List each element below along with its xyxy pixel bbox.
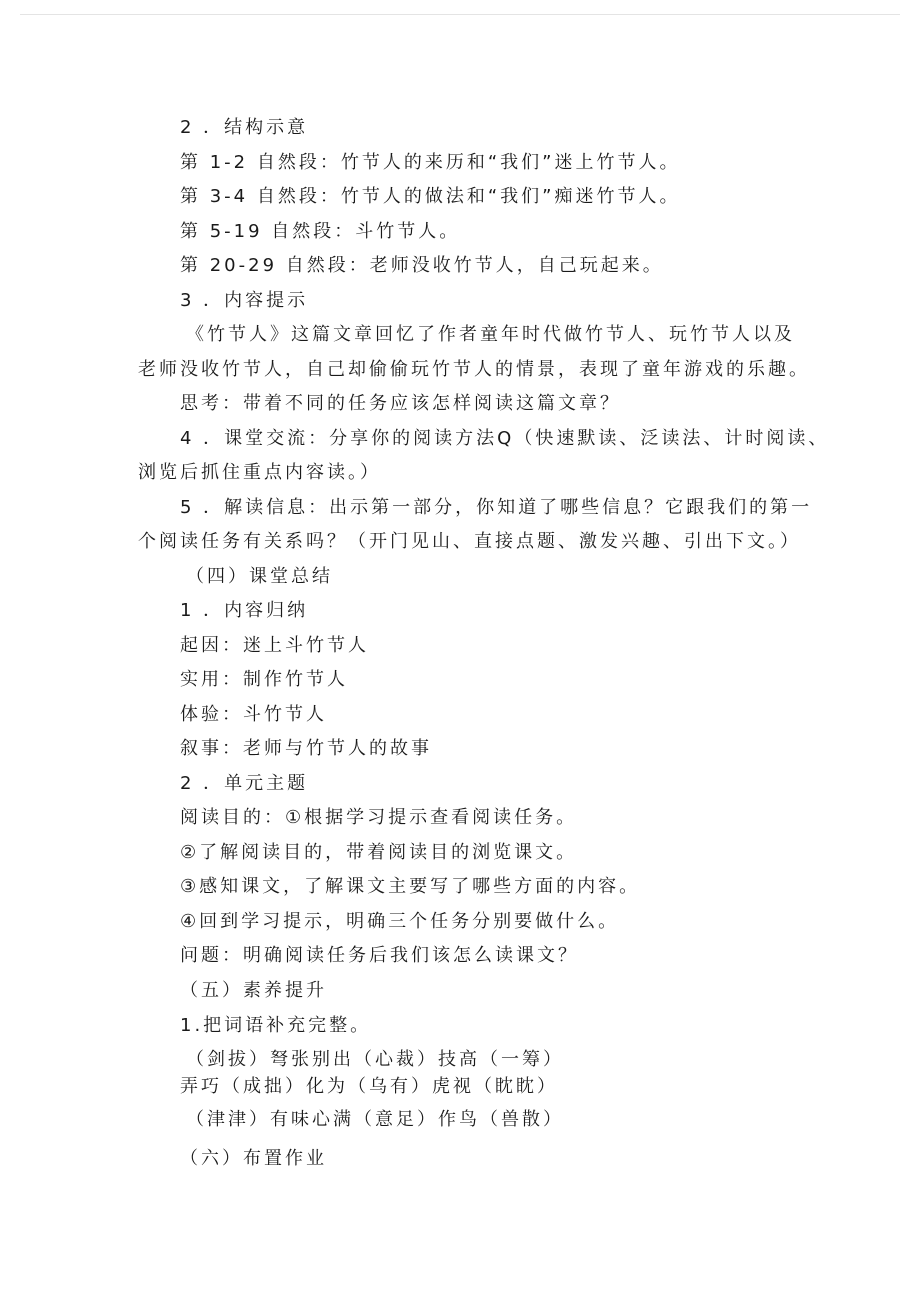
paragraph-line: 《竹节人》这篇文章回忆了作者童年时代做竹节人、玩竹节人以及	[186, 324, 795, 345]
paragraph-line: 思考：带着不同的任务应该怎样阅读这篇文章？	[180, 393, 621, 414]
heading-literacy: （五）素养提升	[180, 980, 327, 1001]
paragraph-line: 个阅读任务有关系吗？（开门见山、直接点题、激发兴趣、引出下文。）	[138, 531, 801, 552]
page-top-edge	[20, 0, 900, 15]
paragraph-line: 第 3-4 自然段：竹节人的做法和“我们”痴迷竹节人。	[180, 186, 681, 207]
paragraph-line: 起因：迷上斗竹节人	[180, 635, 369, 656]
paragraph-line: ②了解阅读目的，带着阅读目的浏览课文。	[180, 842, 578, 863]
heading-summary: （四）课堂总结	[186, 566, 333, 587]
paragraph-line: 浏览后抓住重点内容读。）	[138, 462, 381, 483]
paragraph-line: 第 20-29 自然段：老师没收竹节人，自己玩起来。	[180, 255, 664, 276]
paragraph-line: 叙事：老师与竹节人的故事	[180, 738, 432, 759]
heading-unit-theme: 2 ．单元主题	[180, 773, 309, 794]
heading-homework: （六）布置作业	[180, 1148, 327, 1169]
paragraph-line: 阅读目的：①根据学习提示查看阅读任务。	[180, 807, 578, 828]
exercise-line: （津津）有味心满（意足）作鸟（兽散）	[186, 1109, 564, 1130]
paragraph-line: 体验：斗竹节人	[180, 704, 327, 725]
paragraph-line: 实用：制作竹节人	[180, 669, 348, 690]
exercise-line: （剑拔）弩张别出（心裁）技高（一筹）	[186, 1049, 564, 1070]
paragraph-line: 老师没收竹节人，自己却偷偷玩竹节人的情景，表现了童年游戏的乐趣。	[138, 359, 810, 380]
paragraph-line: 第 5-19 自然段：斗竹节人。	[180, 221, 461, 242]
paragraph-line: 第 1-2 自然段：竹节人的来历和“我们”迷上竹节人。	[180, 152, 681, 173]
paragraph-line: ④回到学习提示，明确三个任务分别要做什么。	[180, 911, 620, 932]
heading-structure: 2 ．结构示意	[180, 117, 309, 138]
heading-content-summary: 1 ．内容归纳	[180, 600, 309, 621]
paragraph-line: 1.把词语补充完整。	[180, 1015, 372, 1036]
exercise-line: 弄巧（成拙）化为（乌有）虎视（眈眈）	[180, 1076, 558, 1097]
paragraph-line: 4 ．课堂交流：分享你的阅读方法Q（快速默读、泛读法、计时阅读、	[180, 428, 830, 449]
paragraph-line: 问题：明确阅读任务后我们该怎么读课文？	[180, 945, 579, 966]
paragraph-line: 5 ．解读信息：出示第一部分，你知道了哪些信息？它跟我们的第一	[180, 497, 813, 518]
heading-content: 3 ．内容提示	[180, 290, 309, 311]
paragraph-line: ③感知课文，了解课文主要写了哪些方面的内容。	[180, 876, 641, 897]
